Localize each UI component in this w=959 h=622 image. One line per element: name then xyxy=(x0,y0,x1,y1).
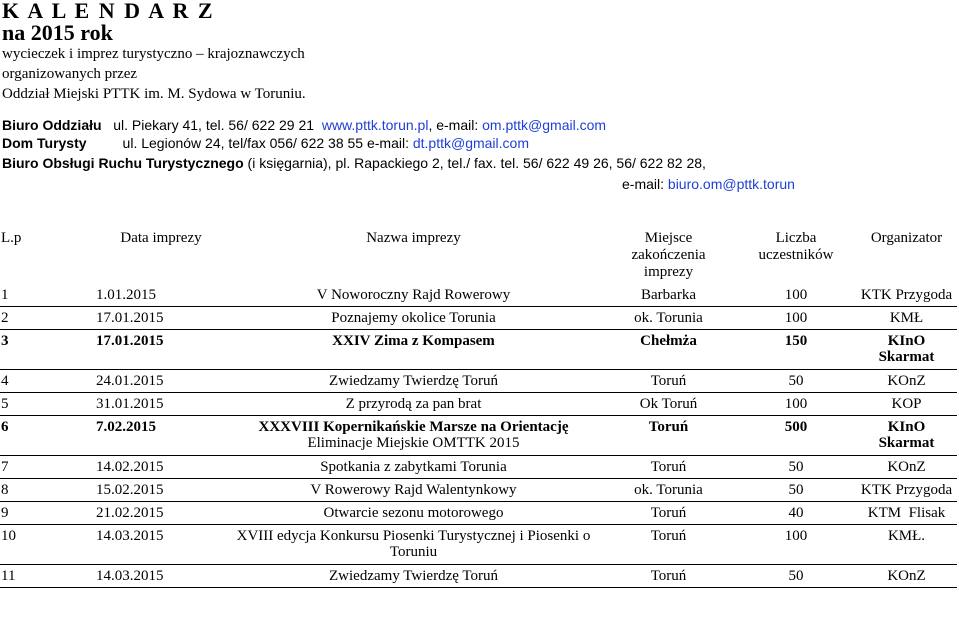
cell-lp: 9 xyxy=(0,502,96,525)
table-row xyxy=(0,370,957,393)
header-place-line-2: zakończenia xyxy=(631,247,706,263)
cell-lp: 2 xyxy=(0,307,96,330)
office-email-link[interactable]: om.pttk@gmail.com xyxy=(482,117,607,133)
service-office-email xyxy=(622,175,795,193)
cell-place: Barbarka xyxy=(601,284,736,307)
cell-lp: 11 xyxy=(0,565,96,588)
table-row xyxy=(0,456,957,479)
cell-count: 50 xyxy=(736,479,856,502)
header-place xyxy=(601,226,736,284)
table-row xyxy=(0,284,957,307)
header-place-line-3: imprezy xyxy=(643,264,694,280)
cell-count: 50 xyxy=(736,370,856,393)
service-office-details: (i księgarnia), pl. Rapackiego 2, tel./ fax. tel. 56/ 622 49 26, 56/ 622 82 28, xyxy=(247,155,706,171)
cell-count: 50 xyxy=(736,565,856,588)
name-line-2: Toruniu xyxy=(389,544,438,560)
table-row xyxy=(0,330,957,370)
cell-date: 31.01.2015 xyxy=(96,393,226,416)
tourist-house-email-link[interactable]: dt.pttk@gmail.com xyxy=(412,135,529,151)
cell-organizer: KTK Przygoda xyxy=(856,479,957,502)
organizer-line-2: Skarmat xyxy=(878,435,935,451)
name-line-1: XXXVIII Kopernikańskie Marsze na Orientację xyxy=(258,419,569,435)
tourist-house-address: ul. Legionów 24, tel/fax 056/ 622 38 55 e-mail: xyxy=(122,135,413,151)
cell-count: 100 xyxy=(736,284,856,307)
cell-name: XXIV Zima z Kompasem xyxy=(226,330,601,370)
cell-date: 24.01.2015 xyxy=(96,370,226,393)
cell-name: V Rowerowy Rajd Walentynkowy xyxy=(226,479,601,502)
office-website-link[interactable]: www.pttk.torun.pl xyxy=(321,117,429,133)
cell-lp: 4 xyxy=(0,370,96,393)
header-count-line-1: Liczba xyxy=(775,230,817,246)
office-contact xyxy=(2,116,606,134)
cell-place: Toruń xyxy=(601,565,736,588)
header-name: Nazwa imprezy xyxy=(366,230,461,246)
cell-place: Toruń xyxy=(601,370,736,393)
header-lp: L.p xyxy=(1,230,22,246)
cell-count: 100 xyxy=(736,525,856,565)
cell-lp: 8 xyxy=(0,479,96,502)
cell-name xyxy=(226,416,601,456)
cell-date: 14.03.2015 xyxy=(96,565,226,588)
organizer-line-1: KInO xyxy=(887,333,926,349)
header-count xyxy=(736,226,856,284)
office-name: Biuro Oddziału xyxy=(2,117,102,133)
cell-organizer xyxy=(856,416,957,456)
cell-date: 21.02.2015 xyxy=(96,502,226,525)
header-count-line-2: uczestników xyxy=(758,247,834,263)
subtitle-line-2: organizowanych przez xyxy=(2,66,138,82)
cell-place: Toruń xyxy=(601,456,736,479)
service-office-contact xyxy=(2,154,706,172)
service-email-link[interactable]: biuro.om@pttk.torun xyxy=(667,176,795,192)
cell-lp: 3 xyxy=(0,330,96,370)
table-row xyxy=(0,525,957,565)
name-line-2: Eliminacje Miejskie OMTTK 2015 xyxy=(307,435,520,451)
cell-date: 14.02.2015 xyxy=(96,456,226,479)
table-row xyxy=(0,416,957,456)
cell-name: Poznajemy okolice Torunia xyxy=(226,307,601,330)
cell-count: 150 xyxy=(736,330,856,370)
subtitle-line-1: wycieczek i imprez turystyczno – krajoznawczych xyxy=(2,46,305,62)
cell-lp: 6 xyxy=(0,416,96,456)
cell-lp: 7 xyxy=(0,456,96,479)
cell-organizer: KOnZ xyxy=(856,565,957,588)
cell-place: Ok Toruń xyxy=(601,393,736,416)
cell-date: 17.01.2015 xyxy=(96,307,226,330)
service-email-label: e-mail: xyxy=(622,176,668,192)
table-row xyxy=(0,393,957,416)
cell-name: Zwiedzamy Twierdzę Toruń xyxy=(226,370,601,393)
calendar-year: na 2015 rok xyxy=(2,20,113,45)
cell-name: V Noworoczny Rajd Rowerowy xyxy=(226,284,601,307)
cell-place: Toruń xyxy=(601,416,736,456)
name-line-1: XVIII edycja Konkursu Piosenki Turystycznej i Piosenki o xyxy=(236,528,591,544)
cell-lp: 1 xyxy=(0,284,96,307)
header-date: Data imprezy xyxy=(120,230,202,246)
cell-place: Toruń xyxy=(601,525,736,565)
cell-count: 100 xyxy=(736,393,856,416)
cell-date: 17.01.2015 xyxy=(96,330,226,370)
cell-count: 100 xyxy=(736,307,856,330)
cell-date: 14.03.2015 xyxy=(96,525,226,565)
service-office-name: Biuro Obsługi Ruchu Turystycznego xyxy=(2,155,244,171)
cell-place: ok. Torunia xyxy=(601,479,736,502)
tourist-house-name: Dom Turysty xyxy=(2,135,87,151)
cell-date: 7.02.2015 xyxy=(96,416,226,456)
cell-organizer: KMŁ xyxy=(856,307,957,330)
cell-count: 50 xyxy=(736,456,856,479)
table-header-row xyxy=(0,226,957,284)
table-row xyxy=(0,307,957,330)
cell-organizer: KOP xyxy=(856,393,957,416)
office-email-label: , e-mail: xyxy=(428,117,483,133)
cell-name: Spotkania z zabytkami Torunia xyxy=(226,456,601,479)
document-header xyxy=(2,0,306,104)
cell-count: 500 xyxy=(736,416,856,456)
cell-place: Chełmża xyxy=(601,330,736,370)
cell-organizer: KOnZ xyxy=(856,456,957,479)
cell-name: Z przyrodą za pan brat xyxy=(226,393,601,416)
header-place-line-1: Miejsce xyxy=(644,230,693,246)
cell-name xyxy=(226,525,601,565)
events-table xyxy=(0,226,957,588)
cell-name: Otwarcie sezonu motorowego xyxy=(226,502,601,525)
office-address: ul. Piekary 41, tel. 56/ 622 29 21 xyxy=(113,117,315,133)
cell-organizer: KTM Flisak xyxy=(856,502,957,525)
organizer-line-1: KInO xyxy=(887,419,926,435)
table-row xyxy=(0,479,957,502)
tourist-house-contact xyxy=(2,134,529,152)
subtitle-line-3: Oddział Miejski PTTK im. M. Sydowa w Toruniu. xyxy=(2,86,306,102)
cell-place: ok. Torunia xyxy=(601,307,736,330)
cell-organizer: KOnZ xyxy=(856,370,957,393)
cell-count: 40 xyxy=(736,502,856,525)
header-organizer: Organizator xyxy=(870,230,943,246)
cell-organizer xyxy=(856,330,957,370)
cell-date: 15.02.2015 xyxy=(96,479,226,502)
cell-name: Zwiedzamy Twierdzę Toruń xyxy=(226,565,601,588)
cell-date: 1.01.2015 xyxy=(96,284,226,307)
table-row xyxy=(0,565,957,588)
calendar-title: K A L E N D A R Z xyxy=(2,0,215,23)
organizer-line-2: Skarmat xyxy=(878,349,935,365)
cell-lp: 10 xyxy=(0,525,96,565)
table-row xyxy=(0,502,957,525)
cell-organizer: KMŁ. xyxy=(856,525,957,565)
cell-lp: 5 xyxy=(0,393,96,416)
cell-place: Toruń xyxy=(601,502,736,525)
cell-organizer: KTK Przygoda xyxy=(856,284,957,307)
